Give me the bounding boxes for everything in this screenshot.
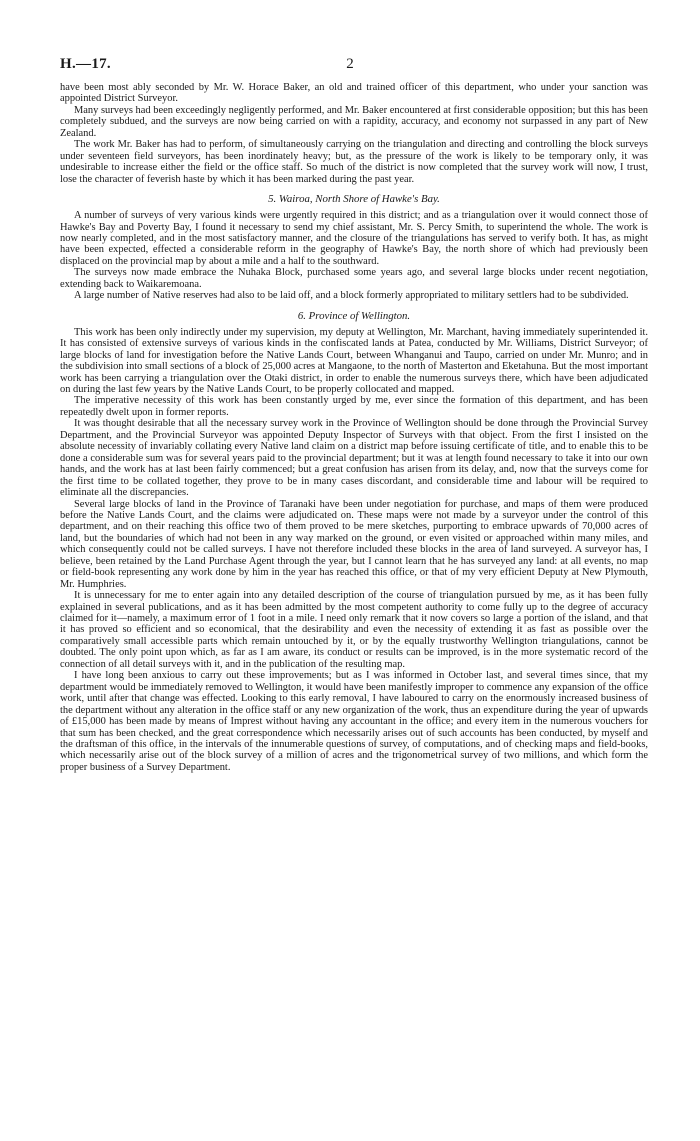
- section-heading: 6. Province of Wellington.: [297, 309, 411, 322]
- paragraph: The imperative necessity of this work has been constantly urged by me, ever since the formation of this department, and has been repeatedly dwelt upon in former reports.: [60, 395, 648, 418]
- paragraph: A number of surveys of very various kinds were urgently required in this district; and as a triangulation over it would connect those of Hawke's Bay and Poverty Bay, I found it necessary to send my chief assistant, Mr. S. Percy Smith, to superintend the whole. The work is now nearly completed, and in the most satisfactory manner, and the closure of the triangulations has served to verify both. It has, as might have been expected, effected a considerable reform in the geography of Hawke's Bay, the north shore of which had previously been displaced on the provincial map by about a mile and a half to the southward.: [60, 210, 648, 267]
- section-heading: 5. Wairoa, North Shore of Hawke's Bay.: [268, 193, 440, 206]
- document-page: [60, 56, 648, 773]
- document-reference: H.—17.: [60, 56, 111, 72]
- paragraph: A large number of Native reserves had also to be laid off, and a block formerly appropriated to military settlers had to be subdivided.: [74, 290, 629, 302]
- section-wairoa: [60, 193, 648, 302]
- paragraph: The surveys now made embrace the Nuhaka Block, purchased some years ago, and several large blocks under recent negotiation, extending back to Waikaremoana.: [60, 267, 648, 290]
- paragraph: It was thought desirable that all the necessary survey work in the Province of Wellington should be done through the Provincial Survey Department, and the Provincial Surveyor was appointed Deputy Inspector of Surveys with that object. From the first I insisted on the absolute necessity of invariably collating every Native land claim on a district map before issuing certificate of title, and to enable this to be done a considerable sum was for several years paid to the provincial department; but it was at length found necessary to take it into our own hands, and the work has at last been fairly commenced; but a great confusion has arisen from its delay, and, now that the surveys come for the first time to be collated together, they prove to be in many cases discordant, and considerable time and labour will be required to eliminate all the discrepancies.: [60, 418, 648, 499]
- paragraph: It is unnecessary for me to enter again into any detailed description of the course of triangulation pursued by me, as it has been fully explained in several publications, and as it has been admitted by the most competent authority to come fully up to the degree of accuracy claimed for it—namely, a maximum error of 1 foot in a mile. I need only remark that it now covers so large a portion of the island, and that it has proved so efficient and so economical, that the desirability and even the necessity of extending it as fast as possible over the comparatively small accessible parts which remain untouched by it, or by the equally trustworthy Wellington triangulations, cannot be doubted. The only point upon which, as far as I am aware, its conduct or results can be improved, is in the more systematic record of the connection of all detail surveys with it, and in the publication of the resulting map.: [60, 590, 648, 670]
- intro-section: [60, 82, 648, 185]
- paragraph: This work has been only indirectly under my supervision, my deputy at Wellington, Mr. Marchant, having immediately superintended it. It has consisted of extensive surveys of various kinds in the confiscated lands at Patea, conducted by Mr. Williams, District Surveyor; of large blocks of land for investigation before the Native Lands Court, between Whanganui and Taupo, carried on under Mr. Munro; and in the subdivision into small sections of a block of 25,000 acres at Mangaone, to the north of Masterton and Eketahuna. But the most important work has been carrying a triangulation over the Otaki district, in order to enable the numerous surveys there, which have been adjudicated on during the last few years by the Native Lands Court, to be properly collocated and mapped.: [60, 326, 648, 395]
- page-number: 2: [346, 56, 354, 72]
- paragraph: I have long been anxious to carry out these improvements; but as I was informed in October last, and several times since, that my department would be immediately removed to Wellington, it would have been manifestly improper to commence any expansion of the office work, until after that change was effected. Looking to this early removal, I have laboured to carry on the enormously increased business of the department without any alteration in the office staff or any new organization of the work, thus an expenditure during the year of upwards of £15,000 has been made by means of Imprest without having any accountant in the office; and every item in the numerous vouchers for that sum has been checked, and the great correspondence which necessarily arises out of such accounts has been conducted, by myself and the draftsman of this office, in the intervals of the innumerable questions of survey, of computations, and of checking maps and field-books, which necessarily arise out of the block survey of a million of acres and the trigonometrical survey of two millions, and which form the proper business of a Survey Department.: [60, 670, 648, 773]
- page-header: [60, 56, 648, 82]
- section-wellington: [60, 310, 648, 774]
- paragraph: Several large blocks of land in the Province of Taranaki have been under negotiation for purchase, and maps of them were produced before the Native Lands Court, and the claims were adjudicated on. These maps were not made by a surveyor under the control of this department, and on their reaching this office two of them proved to be mere sketches, purporting to embrace upwards of 70,000 acres of land, but the boundaries of which had not been in any way marked on the ground, or even visited or approached within many miles, and which consequently could not be called surveys. I have not therefore included these blocks in the area of land surveyed. A surveyor has, I believe, been retained by the Land Purchase Agent through the year, but I cannot learn that he has surveyed any land: at all events, no map or field-book representing any work done by him in the year has reached this office, or that of my very efficient Deputy at New Plymouth, Mr. Humphries.: [60, 498, 648, 590]
- paragraph: have been most ably seconded by Mr. W. Horace Baker, an old and trained officer of this department, who under your sanction was appointed District Surveyor.: [60, 82, 648, 105]
- paragraph: Many surveys had been exceedingly negligently performed, and Mr. Baker encountered at first considerable opposition; but this has been completely subdued, and the surveys are now being carried on with a rapidity, accuracy, and economy not surpassed in any part of New Zealand.: [60, 104, 648, 139]
- paragraph: The work Mr. Baker has had to perform, of simultaneously carrying on the triangulation and directing and controlling the block surveys under seventeen field surveyors, has been inordinately heavy; but, as the pressure of the work is likely to be temporary only, it was undesirable to increase either the field or the office staff. So much of the district is now completed that the survey work will now, I trust, lose the character of feverish haste by which it has been marked during the past year.: [60, 139, 648, 185]
